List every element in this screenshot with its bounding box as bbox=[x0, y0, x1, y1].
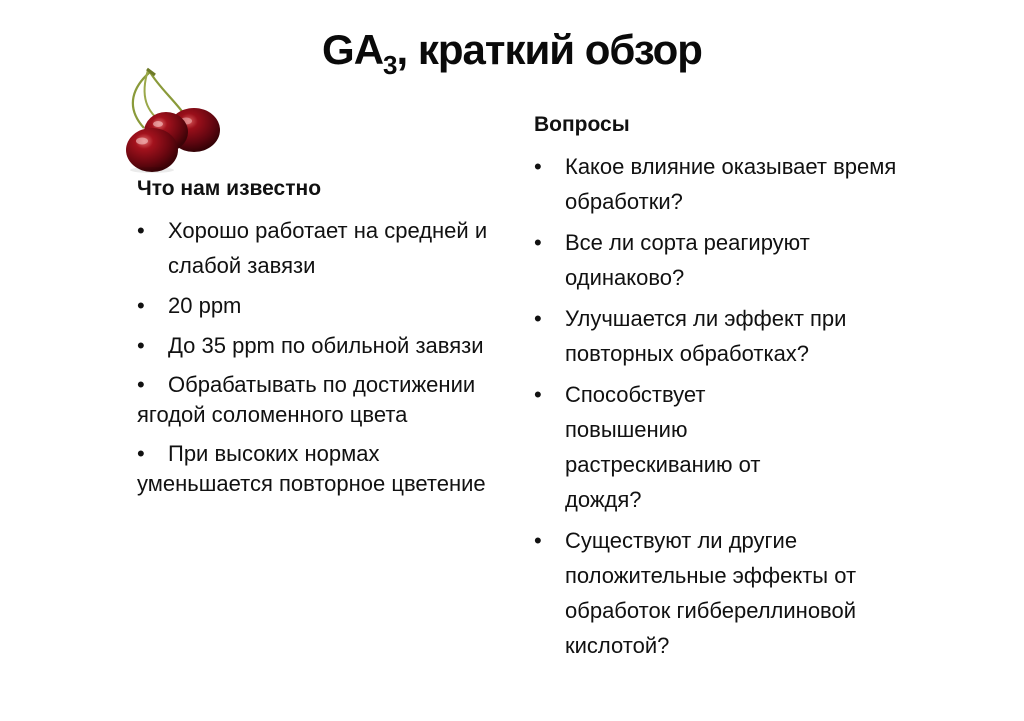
list-item-text: Способствует повышению растрескиванию от дождя? bbox=[565, 382, 761, 512]
list-item-text: Существуют ли другие положительные эффекты от обработок гиббереллиновой кислотой? bbox=[565, 528, 857, 658]
bullet-icon: • bbox=[137, 333, 145, 358]
questions-column bbox=[534, 112, 934, 669]
list-item-text: 20 ppm bbox=[168, 293, 242, 318]
list-item bbox=[137, 288, 497, 323]
bullet-icon: • bbox=[137, 218, 145, 243]
list-item-text: При высоких нормах уменьшается повторное цветение bbox=[137, 441, 486, 496]
list-item-text: Обрабатывать по достижении ягодой соломенного цвета bbox=[137, 372, 476, 427]
list-item-text: Все ли сорта реагируют одинаково? bbox=[565, 230, 810, 290]
title-subscript: 3 bbox=[383, 50, 397, 80]
bullet-icon: • bbox=[534, 382, 542, 407]
known-facts-list bbox=[137, 213, 497, 499]
questions-list bbox=[534, 149, 934, 663]
list-item bbox=[534, 301, 934, 371]
list-item bbox=[137, 213, 497, 283]
title-main: GA bbox=[322, 26, 384, 73]
cherries-image bbox=[122, 66, 226, 174]
list-item bbox=[534, 523, 934, 663]
bullet-icon: • bbox=[534, 154, 542, 179]
list-item-text: Хорошо работает на средней и слабой завязи bbox=[168, 218, 488, 278]
questions-heading: Вопросы bbox=[534, 113, 630, 136]
bullet-icon: • bbox=[137, 372, 145, 397]
bullet-icon: • bbox=[137, 441, 145, 466]
title-rest: , краткий обзор bbox=[396, 26, 702, 73]
bullet-icon: • bbox=[137, 293, 145, 318]
bullet-icon: • bbox=[534, 230, 542, 255]
list-item-text: Какое влияние оказывает время обработки? bbox=[565, 154, 897, 214]
list-item bbox=[534, 149, 934, 219]
list-item bbox=[534, 225, 934, 295]
known-facts-heading: Что нам известно bbox=[137, 177, 322, 200]
list-item-text: До 35 ppm по обильной завязи bbox=[168, 333, 484, 358]
list-item-text: Улучшается ли эффект при повторных обработках? bbox=[565, 306, 847, 366]
bullet-icon: • bbox=[534, 528, 542, 553]
list-item bbox=[137, 370, 497, 430]
list-item bbox=[137, 328, 497, 363]
known-facts-column bbox=[137, 176, 497, 508]
bullet-icon: • bbox=[534, 306, 542, 331]
list-item bbox=[137, 439, 497, 499]
list-item bbox=[534, 377, 934, 517]
